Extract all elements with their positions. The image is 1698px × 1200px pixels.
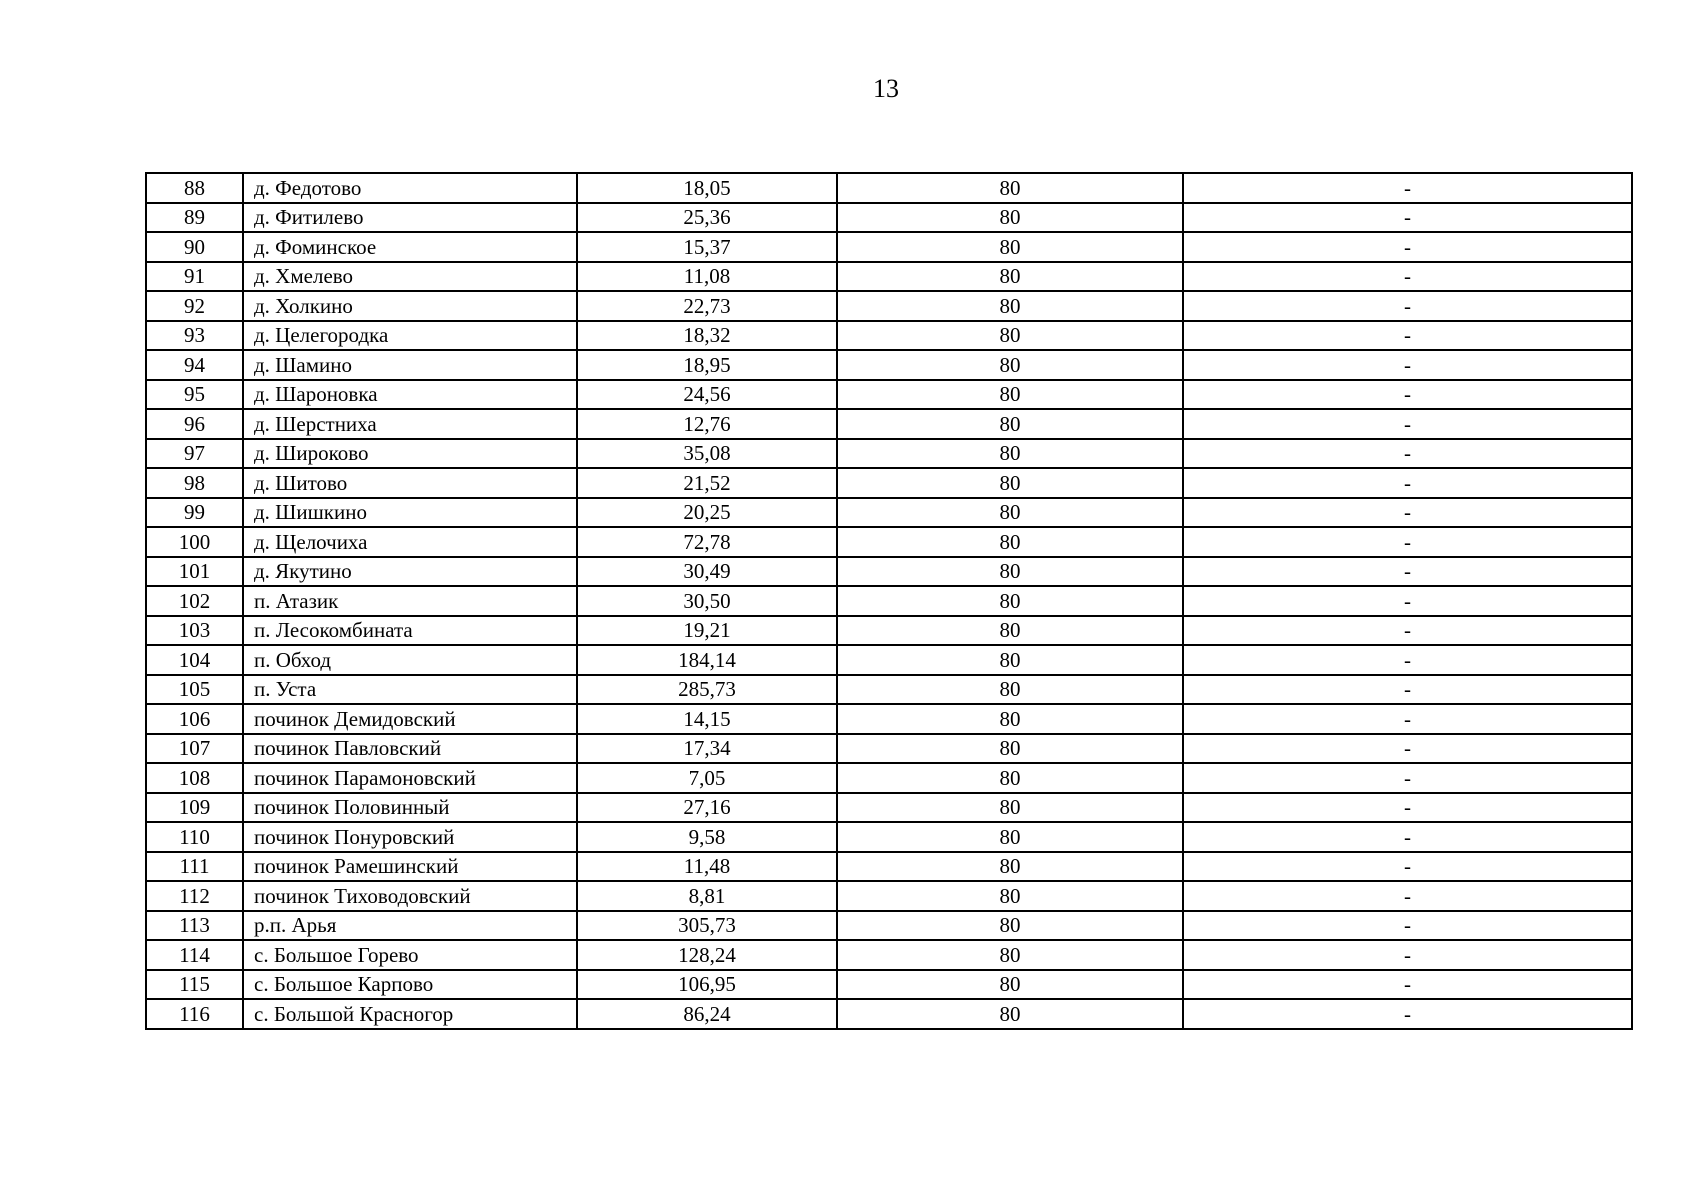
settlement-name-cell: р.п. Арья (243, 911, 577, 941)
area-value-cell: 285,73 (577, 675, 837, 705)
note-cell: - (1183, 203, 1632, 233)
settlement-name-cell: д. Шитово (243, 468, 577, 498)
table-row (146, 970, 1632, 1000)
note-cell: - (1183, 616, 1632, 646)
row-number-cell: 93 (146, 321, 243, 351)
table-row (146, 468, 1632, 498)
settlement-name-cell: п. Уста (243, 675, 577, 705)
row-number-cell: 95 (146, 380, 243, 410)
table-row (146, 232, 1632, 262)
row-number-cell: 108 (146, 763, 243, 793)
note-cell: - (1183, 557, 1632, 587)
row-number-cell: 102 (146, 586, 243, 616)
settlement-name-cell: починок Павловский (243, 734, 577, 764)
settlement-name-cell: д. Фоминское (243, 232, 577, 262)
value-cell: 80 (837, 822, 1183, 852)
row-number-cell: 101 (146, 557, 243, 587)
value-cell: 80 (837, 704, 1183, 734)
row-number-cell: 90 (146, 232, 243, 262)
row-number-cell: 112 (146, 881, 243, 911)
value-cell: 80 (837, 291, 1183, 321)
row-number-cell: 116 (146, 999, 243, 1029)
settlement-name-cell: п. Лесокомбината (243, 616, 577, 646)
note-cell: - (1183, 852, 1632, 882)
row-number-cell: 106 (146, 704, 243, 734)
note-cell: - (1183, 822, 1632, 852)
note-cell: - (1183, 321, 1632, 351)
row-number-cell: 109 (146, 793, 243, 823)
table-row (146, 439, 1632, 469)
page-number: 13 (873, 74, 899, 103)
area-value-cell: 17,34 (577, 734, 837, 764)
value-cell: 80 (837, 232, 1183, 262)
area-value-cell: 15,37 (577, 232, 837, 262)
settlement-name-cell: с. Большое Горево (243, 940, 577, 970)
value-cell: 80 (837, 498, 1183, 528)
note-cell: - (1183, 970, 1632, 1000)
row-number-cell: 111 (146, 852, 243, 882)
area-value-cell: 128,24 (577, 940, 837, 970)
value-cell: 80 (837, 999, 1183, 1029)
row-number-cell: 115 (146, 970, 243, 1000)
settlement-name-cell: д. Холкино (243, 291, 577, 321)
data-table (145, 172, 1633, 1030)
row-number-cell: 104 (146, 645, 243, 675)
note-cell: - (1183, 911, 1632, 941)
table-row (146, 321, 1632, 351)
area-value-cell: 18,32 (577, 321, 837, 351)
table-body (146, 173, 1632, 1029)
settlement-name-cell: д. Щелочиха (243, 527, 577, 557)
settlement-name-cell: д. Якутино (243, 557, 577, 587)
row-number-cell: 110 (146, 822, 243, 852)
note-cell: - (1183, 763, 1632, 793)
area-value-cell: 14,15 (577, 704, 837, 734)
note-cell: - (1183, 793, 1632, 823)
settlement-name-cell: с. Большой Красногор (243, 999, 577, 1029)
area-value-cell: 20,25 (577, 498, 837, 528)
note-cell: - (1183, 586, 1632, 616)
settlement-name-cell: п. Атазик (243, 586, 577, 616)
area-value-cell: 11,48 (577, 852, 837, 882)
table-row (146, 291, 1632, 321)
row-number-cell: 91 (146, 262, 243, 292)
note-cell: - (1183, 232, 1632, 262)
value-cell: 80 (837, 793, 1183, 823)
settlement-name-cell: д. Фитилево (243, 203, 577, 233)
value-cell: 80 (837, 616, 1183, 646)
row-number-cell: 113 (146, 911, 243, 941)
value-cell: 80 (837, 409, 1183, 439)
note-cell: - (1183, 468, 1632, 498)
area-value-cell: 24,56 (577, 380, 837, 410)
area-value-cell: 72,78 (577, 527, 837, 557)
table-row (146, 675, 1632, 705)
note-cell: - (1183, 940, 1632, 970)
row-number-cell: 107 (146, 734, 243, 764)
settlement-name-cell: д. Широково (243, 439, 577, 469)
row-number-cell: 103 (146, 616, 243, 646)
table-row (146, 380, 1632, 410)
area-value-cell: 25,36 (577, 203, 837, 233)
value-cell: 80 (837, 645, 1183, 675)
table-row (146, 999, 1632, 1029)
note-cell: - (1183, 675, 1632, 705)
value-cell: 80 (837, 203, 1183, 233)
note-cell: - (1183, 999, 1632, 1029)
settlement-name-cell: д. Шишкино (243, 498, 577, 528)
settlement-name-cell: починок Понуровский (243, 822, 577, 852)
value-cell: 80 (837, 173, 1183, 203)
value-cell: 80 (837, 321, 1183, 351)
area-value-cell: 12,76 (577, 409, 837, 439)
table-row (146, 262, 1632, 292)
table-row (146, 527, 1632, 557)
area-value-cell: 22,73 (577, 291, 837, 321)
row-number-cell: 94 (146, 350, 243, 380)
value-cell: 80 (837, 970, 1183, 1000)
area-value-cell: 18,95 (577, 350, 837, 380)
row-number-cell: 98 (146, 468, 243, 498)
value-cell: 80 (837, 468, 1183, 498)
note-cell: - (1183, 291, 1632, 321)
settlement-name-cell: д. Шароновка (243, 380, 577, 410)
area-value-cell: 18,05 (577, 173, 837, 203)
value-cell: 80 (837, 439, 1183, 469)
area-value-cell: 11,08 (577, 262, 837, 292)
table-row (146, 852, 1632, 882)
value-cell: 80 (837, 911, 1183, 941)
row-number-cell: 89 (146, 203, 243, 233)
table-row (146, 557, 1632, 587)
note-cell: - (1183, 439, 1632, 469)
note-cell: - (1183, 704, 1632, 734)
settlement-name-cell: д. Федотово (243, 173, 577, 203)
note-cell: - (1183, 173, 1632, 203)
table-row (146, 704, 1632, 734)
area-value-cell: 7,05 (577, 763, 837, 793)
table-row (146, 616, 1632, 646)
value-cell: 80 (837, 380, 1183, 410)
note-cell: - (1183, 262, 1632, 292)
table-row (146, 409, 1632, 439)
row-number-cell: 96 (146, 409, 243, 439)
area-value-cell: 35,08 (577, 439, 837, 469)
note-cell: - (1183, 350, 1632, 380)
area-value-cell: 305,73 (577, 911, 837, 941)
settlement-name-cell: починок Парамоновский (243, 763, 577, 793)
settlement-name-cell: п. Обход (243, 645, 577, 675)
settlement-name-cell: д. Целегородка (243, 321, 577, 351)
table-row (146, 763, 1632, 793)
table-row (146, 645, 1632, 675)
area-value-cell: 86,24 (577, 999, 837, 1029)
area-value-cell: 21,52 (577, 468, 837, 498)
table-row (146, 881, 1632, 911)
value-cell: 80 (837, 586, 1183, 616)
value-cell: 80 (837, 940, 1183, 970)
settlement-name-cell: починок Рамешинский (243, 852, 577, 882)
note-cell: - (1183, 498, 1632, 528)
row-number-cell: 99 (146, 498, 243, 528)
settlement-name-cell: починок Половинный (243, 793, 577, 823)
area-value-cell: 8,81 (577, 881, 837, 911)
area-value-cell: 106,95 (577, 970, 837, 1000)
settlement-name-cell: с. Большое Карпово (243, 970, 577, 1000)
note-cell: - (1183, 527, 1632, 557)
settlement-name-cell: починок Тиховодовский (243, 881, 577, 911)
value-cell: 80 (837, 675, 1183, 705)
row-number-cell: 97 (146, 439, 243, 469)
area-value-cell: 30,49 (577, 557, 837, 587)
table-row (146, 911, 1632, 941)
value-cell: 80 (837, 852, 1183, 882)
note-cell: - (1183, 409, 1632, 439)
value-cell: 80 (837, 262, 1183, 292)
row-number-cell: 92 (146, 291, 243, 321)
row-number-cell: 100 (146, 527, 243, 557)
table-row (146, 822, 1632, 852)
table-row (146, 173, 1632, 203)
note-cell: - (1183, 645, 1632, 675)
table-row (146, 498, 1632, 528)
settlement-name-cell: д. Хмелево (243, 262, 577, 292)
area-value-cell: 184,14 (577, 645, 837, 675)
value-cell: 80 (837, 881, 1183, 911)
table-row (146, 350, 1632, 380)
area-value-cell: 9,58 (577, 822, 837, 852)
note-cell: - (1183, 734, 1632, 764)
table-row (146, 940, 1632, 970)
table-row (146, 793, 1632, 823)
note-cell: - (1183, 380, 1632, 410)
table-row (146, 203, 1632, 233)
value-cell: 80 (837, 734, 1183, 764)
value-cell: 80 (837, 557, 1183, 587)
table-row (146, 586, 1632, 616)
row-number-cell: 88 (146, 173, 243, 203)
settlement-name-cell: д. Шамино (243, 350, 577, 380)
table-row (146, 734, 1632, 764)
settlement-name-cell: починок Демидовский (243, 704, 577, 734)
area-value-cell: 30,50 (577, 586, 837, 616)
note-cell: - (1183, 881, 1632, 911)
settlement-name-cell: д. Шерстниха (243, 409, 577, 439)
row-number-cell: 114 (146, 940, 243, 970)
value-cell: 80 (837, 350, 1183, 380)
value-cell: 80 (837, 527, 1183, 557)
area-value-cell: 19,21 (577, 616, 837, 646)
row-number-cell: 105 (146, 675, 243, 705)
area-value-cell: 27,16 (577, 793, 837, 823)
value-cell: 80 (837, 763, 1183, 793)
